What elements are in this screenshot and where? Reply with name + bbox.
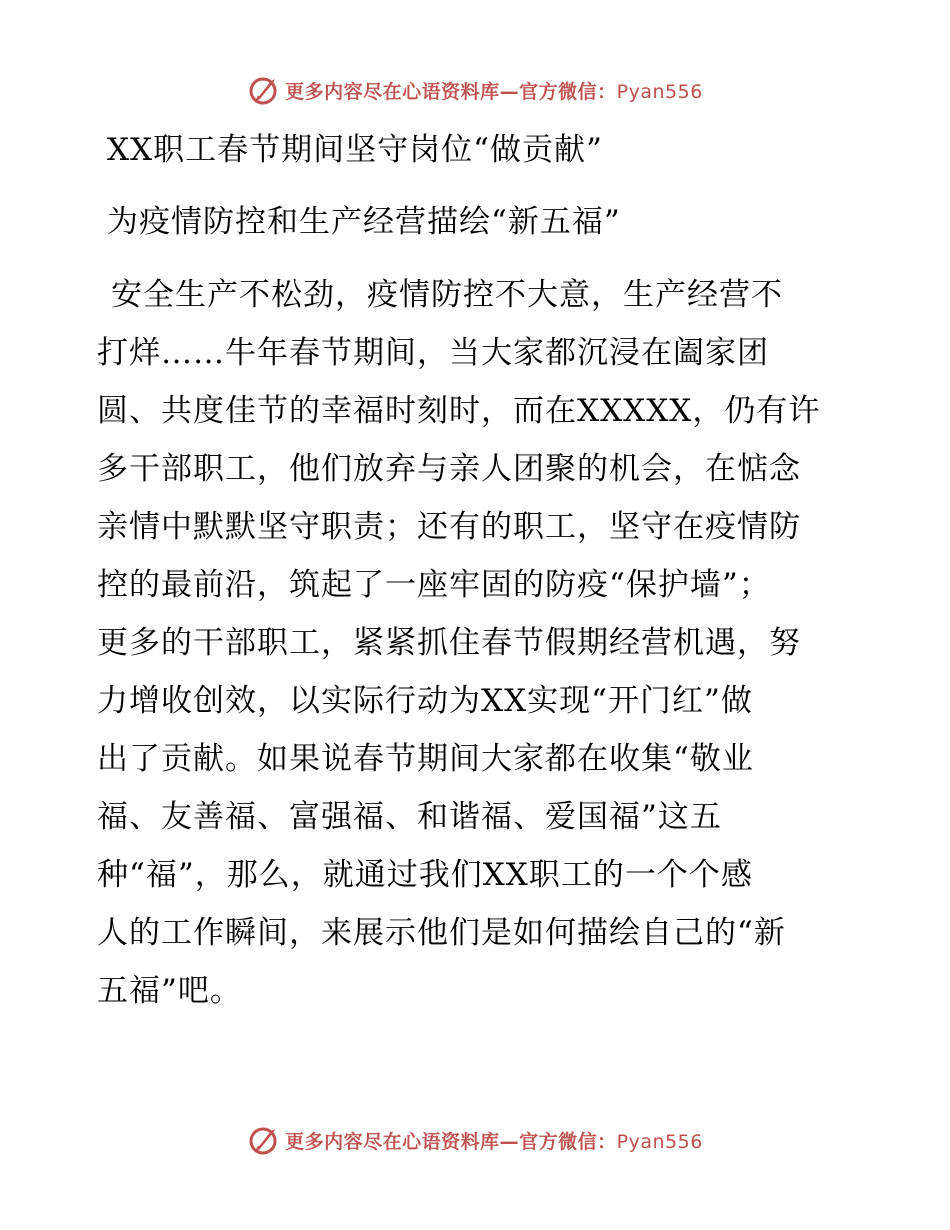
document-title: XX职工春节期间坚守岗位“做贡献” (107, 132, 603, 168)
body-line: 出了贡献。如果说春节期间大家都在收集“敬业 (97, 741, 754, 777)
body-line: 亲情中默默坚守职责；还有的职工，坚守在疫情防 (97, 509, 801, 545)
body-line: 五福”吧。 (97, 973, 242, 1009)
header-watermark-handle: Pyan556 (616, 80, 703, 103)
body-line: 安全生产不松劲，疫情防控不大意，生产经营不 (111, 277, 783, 313)
body-line: 种“福”，那么，就通过我们XX职工的一个个感 (97, 857, 753, 893)
body-line: 打烊……牛年春节期间，当大家都沉浸在阖家团 (97, 335, 769, 371)
body-line: 人的工作瞬间，来展示他们是如何描绘自己的“新 (97, 915, 786, 951)
header-watermark-text: 更多内容尽在心语资料库—官方微信：Pyan556 (285, 80, 703, 103)
body-line: 力增收创效，以实际行动为XX实现“开门红”做 (97, 683, 753, 719)
body-line: 圆、共度佳节的幸福时刻时，而在XXXXX，仍有许 (97, 393, 821, 429)
body-line: 更多的干部职工，紧紧抓住春节假期经营机遇，努 (97, 625, 801, 661)
quill-logo-icon (247, 1123, 281, 1157)
footer-watermark-handle: Pyan556 (616, 1130, 703, 1153)
quill-logo-icon (247, 73, 281, 107)
footer-watermark-banner (0, 1120, 950, 1160)
body-line: 多干部职工，他们放弃与亲人团聚的机会，在惦念 (97, 451, 801, 487)
document-subtitle: 为疫情防控和生产经营描绘“新五福” (107, 204, 621, 240)
header-watermark-banner (0, 70, 950, 110)
body-line: 控的最前沿，筑起了一座牢固的防疫“保护墙”； (97, 567, 771, 603)
footer-watermark-text: 更多内容尽在心语资料库—官方微信：Pyan556 (285, 1130, 703, 1153)
body-line: 福、友善福、富强福、和谐福、爱国福”这五 (97, 799, 722, 835)
